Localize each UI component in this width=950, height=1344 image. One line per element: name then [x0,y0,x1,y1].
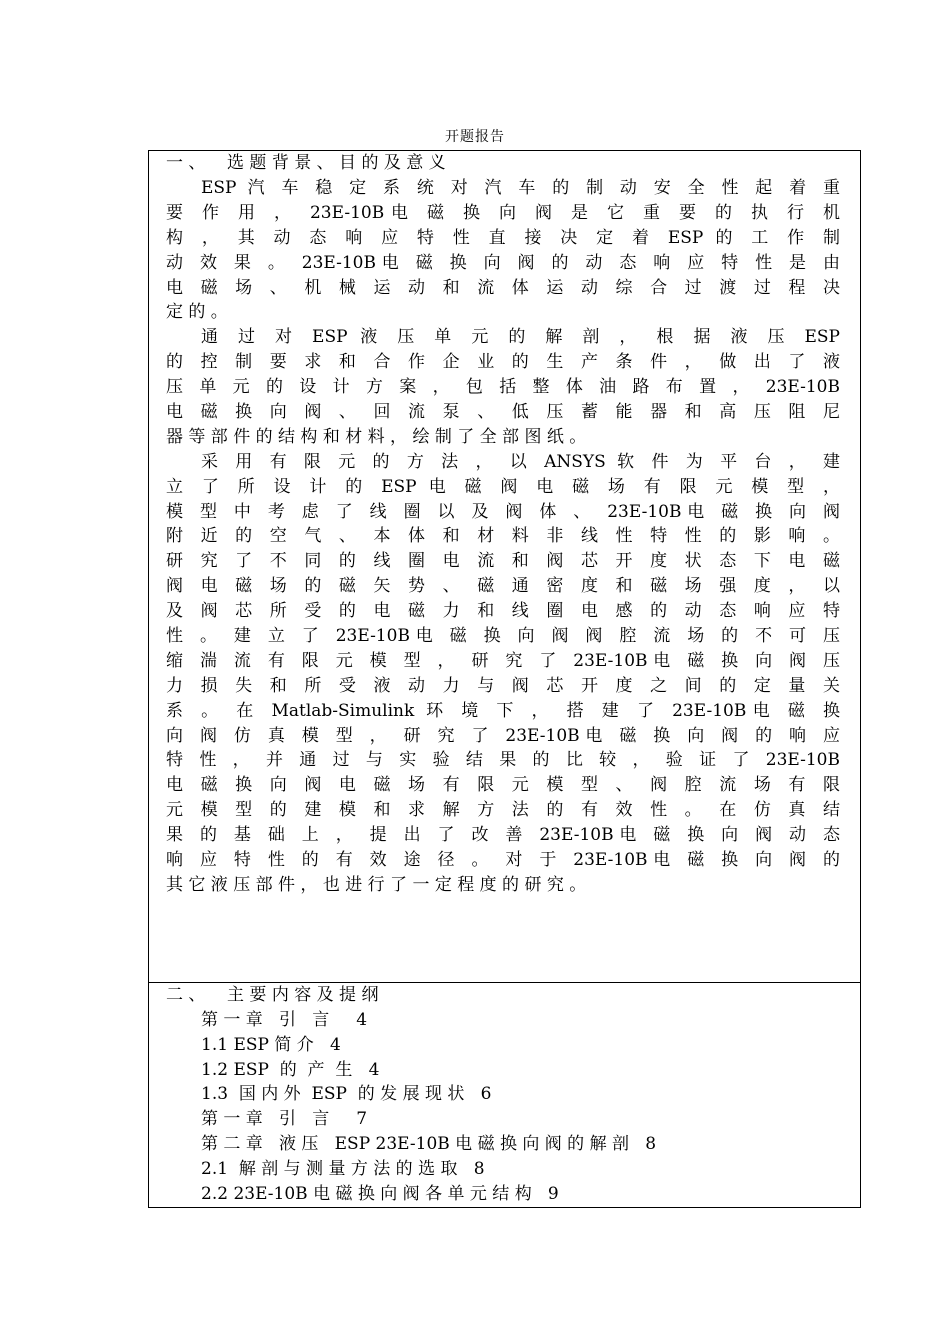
section-background [149,151,860,983]
paragraph-line: 其 它 液 压 部 件 ， 也 进 行 了 一 定 程 度 的 研 究 。 [166,874,587,895]
paragraph-line: 力 损 失 和 所 受 液 动 力 与 阀 芯 开 度 之 间 的 定 量 关 [166,675,840,696]
outline-item: 1.1 ESP 简 介 4 [201,1034,341,1055]
outline-item: 第 一 章 引 言 4 [201,1010,368,1030]
outline-list [166,1008,840,1206]
paragraph-line: 定 的 。 [166,302,228,323]
paragraph-line: ESP 汽 车 稳 定 系 统 对 汽 车 的 制 动 安 全 性 起 着 重 [201,178,840,198]
outline-item: 第 一 章 引 言 7 [201,1109,368,1130]
paragraph-line: 电 磁 场 、 机 械 运 动 和 流 体 运 动 综 合 过 渡 过 程 决 [166,277,840,298]
paragraph-line: 通 过 对 ESP 液 压 单 元 的 解 剖 ， 根 据 液 压 ESP [201,327,840,348]
paragraph-line: 构 ， 其 动 态 响 应 特 性 直 接 决 定 着 ESP 的 工 作 制 [166,227,840,248]
outline-item: 第 二 章 液 压 ESP 23E-10B 电 磁 换 向 阀 的 解 剖 8 [201,1133,657,1154]
paragraph-line: 向 阀 仿 真 模 型 ， 研 究 了 23E-10B电 磁 换 向 阀 的 响 应 [166,725,840,746]
paragraph-line: 动 效 果 。 23E-10B电 磁 换 向 阀 的 动 态 响 应 特 性 是 由 [166,252,840,273]
paragraph-line: 元 模 型 的 建 模 和 求 解 方 法 的 有 效 性 。 在 仿 真 结 [166,800,840,821]
paragraph-line: 系 。 在 Matlab-Simulink 环 境 下 ， 搭 建 了 23E-10B电 磁 换 [166,700,840,721]
body-paragraphs [166,176,840,898]
outline-item: 2.2 23E-10B 电 磁 换 向 阀 各 单 元 结 构 9 [201,1183,559,1204]
paragraph-line: 要 作 用 ， 23E-10B电 磁 换 向 阀 是 它 重 要 的 执 行 机 [166,202,840,223]
outline-item: 2.1 解 剖 与 测 量 方 法 的 选 取 8 [201,1158,485,1179]
paragraph-line: 模 型 中 考 虑 了 线 圈 以 及 阀 体 、 23E-10B电 磁 换 向 阀 [166,501,840,522]
paragraph-line: 器 等 部 件 的 结 构 和 材 料 ， 绘 制 了 全 部 图 纸 。 [166,426,587,447]
paragraph-line: 电 磁 换 向 阀 电 磁 场 有 限 元 模 型 、 阀 腔 流 场 有 限 [166,775,840,796]
page-title: 开题报告 [445,129,505,145]
paragraph-line: 附 近 的 空 气 、 本 体 和 材 料 非 线 性 特 性 的 影 响 。 [166,526,840,547]
paragraph-line: 的 控 制 要 求 和 合 作 企 业 的 生 产 条 件 ， 做 出 了 液 [166,352,840,373]
paragraph-line: 及 阀 芯 所 受 的 电 磁 力 和 线 圈 电 感 的 动 态 响 应 特 [166,601,840,622]
paragraph-line: 电 磁 换 向 阀 、 回 流 泵 、 低 压 蓄 能 器 和 高 压 阻 尼 [166,402,840,423]
paragraph-line: 压 单 元 的 设 计 方 案 ， 包 括 整 体 油 路 布 置 ， 23E-10B [166,377,840,398]
paragraph-line: 响 应 特 性 的 有 效 途 径 。 对 于 23E-10B电 磁 换 向 阀 的 [166,850,840,871]
section-heading: 二 、 主 要 内 容 及 提 纲 [166,985,379,1005]
section-heading: 一 、 选 题 背 景 、 目 的 及 意 义 [166,153,446,173]
outline-item: 1.2 ESP 的 产 生 4 [201,1059,380,1080]
paragraph-line: 研 究 了 不 同 的 线 圈 电 流 和 阀 芯 开 度 状 态 下 电 磁 [166,551,840,572]
paragraph-line: 特 性 ， 并 通 过 与 实 验 结 果 的 比 较 ， 验 证 了 23E-10B [166,750,840,771]
outline-item: 1.3 国 内 外 ESP 的 发 展 现 状 6 [201,1084,492,1105]
section-outline [149,983,860,1207]
paragraph-line: 缩 湍 流 有 限 元 模 型 ， 研 究 了 23E-10B电 磁 换 向 阀 压 [166,650,840,671]
paragraph-line: 立 了 所 设 计 的 ESP 电 磁 阀 电 磁 场 有 限 元 模 型 ， [166,476,840,497]
paragraph-line: 阀 电 磁 场 的 磁 矢 势 、 磁 通 密 度 和 磁 场 强 度 ， 以 [166,576,840,597]
paragraph-line: 果 的 基 础 上 ， 提 出 了 改 善 23E-10B电 磁 换 向 阀 动 态 [166,825,840,846]
paragraph-line: 性 。 建 立 了 23E-10B电 磁 换 向 阀 阀 腔 流 场 的 不 可 压 [166,626,840,647]
paragraph-line: 采 用 有 限 元 的 方 法 ， 以 ANSYS 软 件 为 平 台 ， 建 [201,451,840,472]
report-table [148,150,861,1208]
